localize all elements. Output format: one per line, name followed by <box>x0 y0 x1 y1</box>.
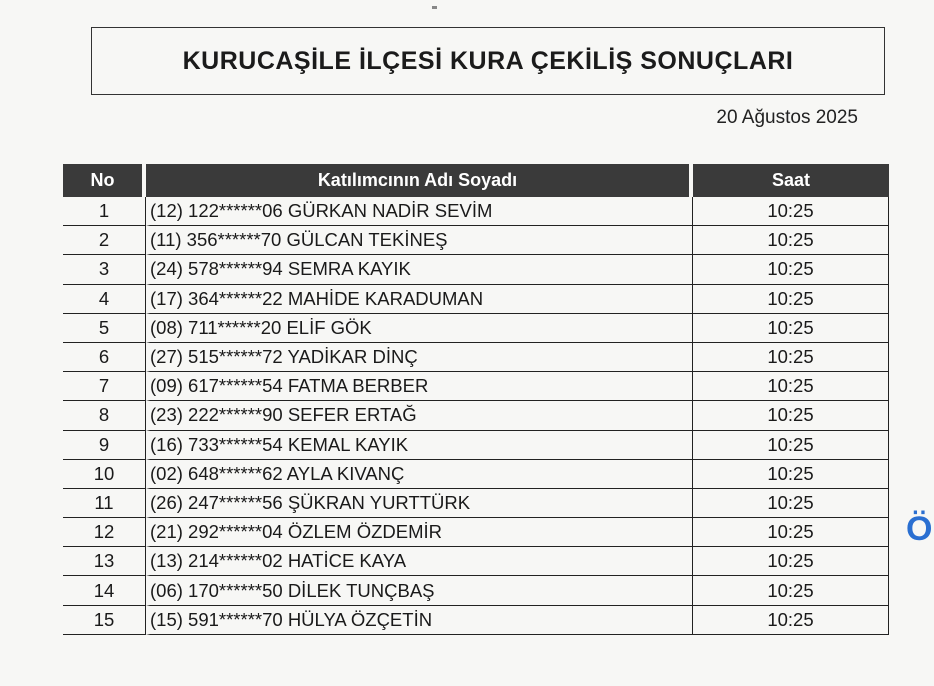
table-row <box>63 489 889 518</box>
table-row <box>63 547 889 576</box>
participant-name: (11) 356******70 GÜLCAN TEKİNEŞ <box>146 226 693 255</box>
table-row <box>63 285 889 314</box>
scan-speck <box>432 6 437 9</box>
row-number: 6 <box>63 343 146 372</box>
table-row <box>63 372 889 401</box>
row-number: 7 <box>63 372 146 401</box>
row-number: 11 <box>63 489 146 518</box>
participant-name: (02) 648******62 AYLA KIVANÇ <box>146 460 693 489</box>
title-box <box>91 27 885 95</box>
row-number: 13 <box>63 547 146 576</box>
table-row <box>63 460 889 489</box>
row-number: 12 <box>63 518 146 547</box>
row-time: 10:25 <box>693 460 889 489</box>
participant-name: (06) 170******50 DİLEK TUNÇBAŞ <box>146 576 693 605</box>
row-time: 10:25 <box>693 401 889 430</box>
row-time: 10:25 <box>693 314 889 343</box>
participant-name: (24) 578******94 SEMRA KAYIK <box>146 255 693 284</box>
table-row <box>63 226 889 255</box>
participant-name: (23) 222******90 SEFER ERTAĞ <box>146 401 693 430</box>
participant-name: (08) 711******20 ELİF GÖK <box>146 314 693 343</box>
row-time: 10:25 <box>693 226 889 255</box>
row-time: 10:25 <box>693 518 889 547</box>
document-date: 20 Ağustos 2025 <box>716 107 858 128</box>
row-time: 10:25 <box>693 547 889 576</box>
header-name: Katılımcının Adı Soyadı <box>146 164 693 197</box>
row-time: 10:25 <box>693 255 889 284</box>
table-row <box>63 401 889 430</box>
row-time: 10:25 <box>693 576 889 605</box>
row-time: 10:25 <box>693 285 889 314</box>
row-time: 10:25 <box>693 197 889 226</box>
participant-name: (17) 364******22 MAHİDE KARADUMAN <box>146 285 693 314</box>
table-row <box>63 314 889 343</box>
participant-name: (13) 214******02 HATİCE KAYA <box>146 547 693 576</box>
row-time: 10:25 <box>693 431 889 460</box>
row-time: 10:25 <box>693 489 889 518</box>
results-table <box>63 164 889 635</box>
table-row <box>63 576 889 605</box>
table-row <box>63 197 889 226</box>
row-number: 4 <box>63 285 146 314</box>
participant-name: (21) 292******04 ÖZLEM ÖZDEMİR <box>146 518 693 547</box>
table-row <box>63 255 889 284</box>
row-number: 3 <box>63 255 146 284</box>
header-time: Saat <box>693 164 889 197</box>
participant-name: (16) 733******54 KEMAL KAYIK <box>146 431 693 460</box>
page-title: KURUCAŞİLE İLÇESİ KURA ÇEKİLİŞ SONUÇLARI <box>182 46 794 75</box>
row-number: 5 <box>63 314 146 343</box>
row-number: 1 <box>63 197 146 226</box>
row-number: 15 <box>63 606 146 635</box>
table-row <box>63 431 889 460</box>
row-time: 10:25 <box>693 343 889 372</box>
row-time: 10:25 <box>693 606 889 635</box>
table-header-row <box>63 164 889 197</box>
table-row <box>63 343 889 372</box>
row-number: 8 <box>63 401 146 430</box>
table-row <box>63 606 889 635</box>
header-no: No <box>63 164 146 197</box>
row-number: 14 <box>63 576 146 605</box>
participant-name: (09) 617******54 FATMA BERBER <box>146 372 693 401</box>
participant-name: (15) 591******70 HÜLYA ÖZÇETİN <box>146 606 693 635</box>
participant-name: (27) 515******72 YADİKAR DİNÇ <box>146 343 693 372</box>
cropped-stamp-letter: Ö <box>906 510 933 548</box>
table-row <box>63 518 889 547</box>
row-number: 9 <box>63 431 146 460</box>
row-number: 10 <box>63 460 146 489</box>
participant-name: (26) 247******56 ŞÜKRAN YURTTÜRK <box>146 489 693 518</box>
participant-name: (12) 122******06 GÜRKAN NADİR SEVİM <box>146 197 693 226</box>
row-number: 2 <box>63 226 146 255</box>
row-time: 10:25 <box>693 372 889 401</box>
